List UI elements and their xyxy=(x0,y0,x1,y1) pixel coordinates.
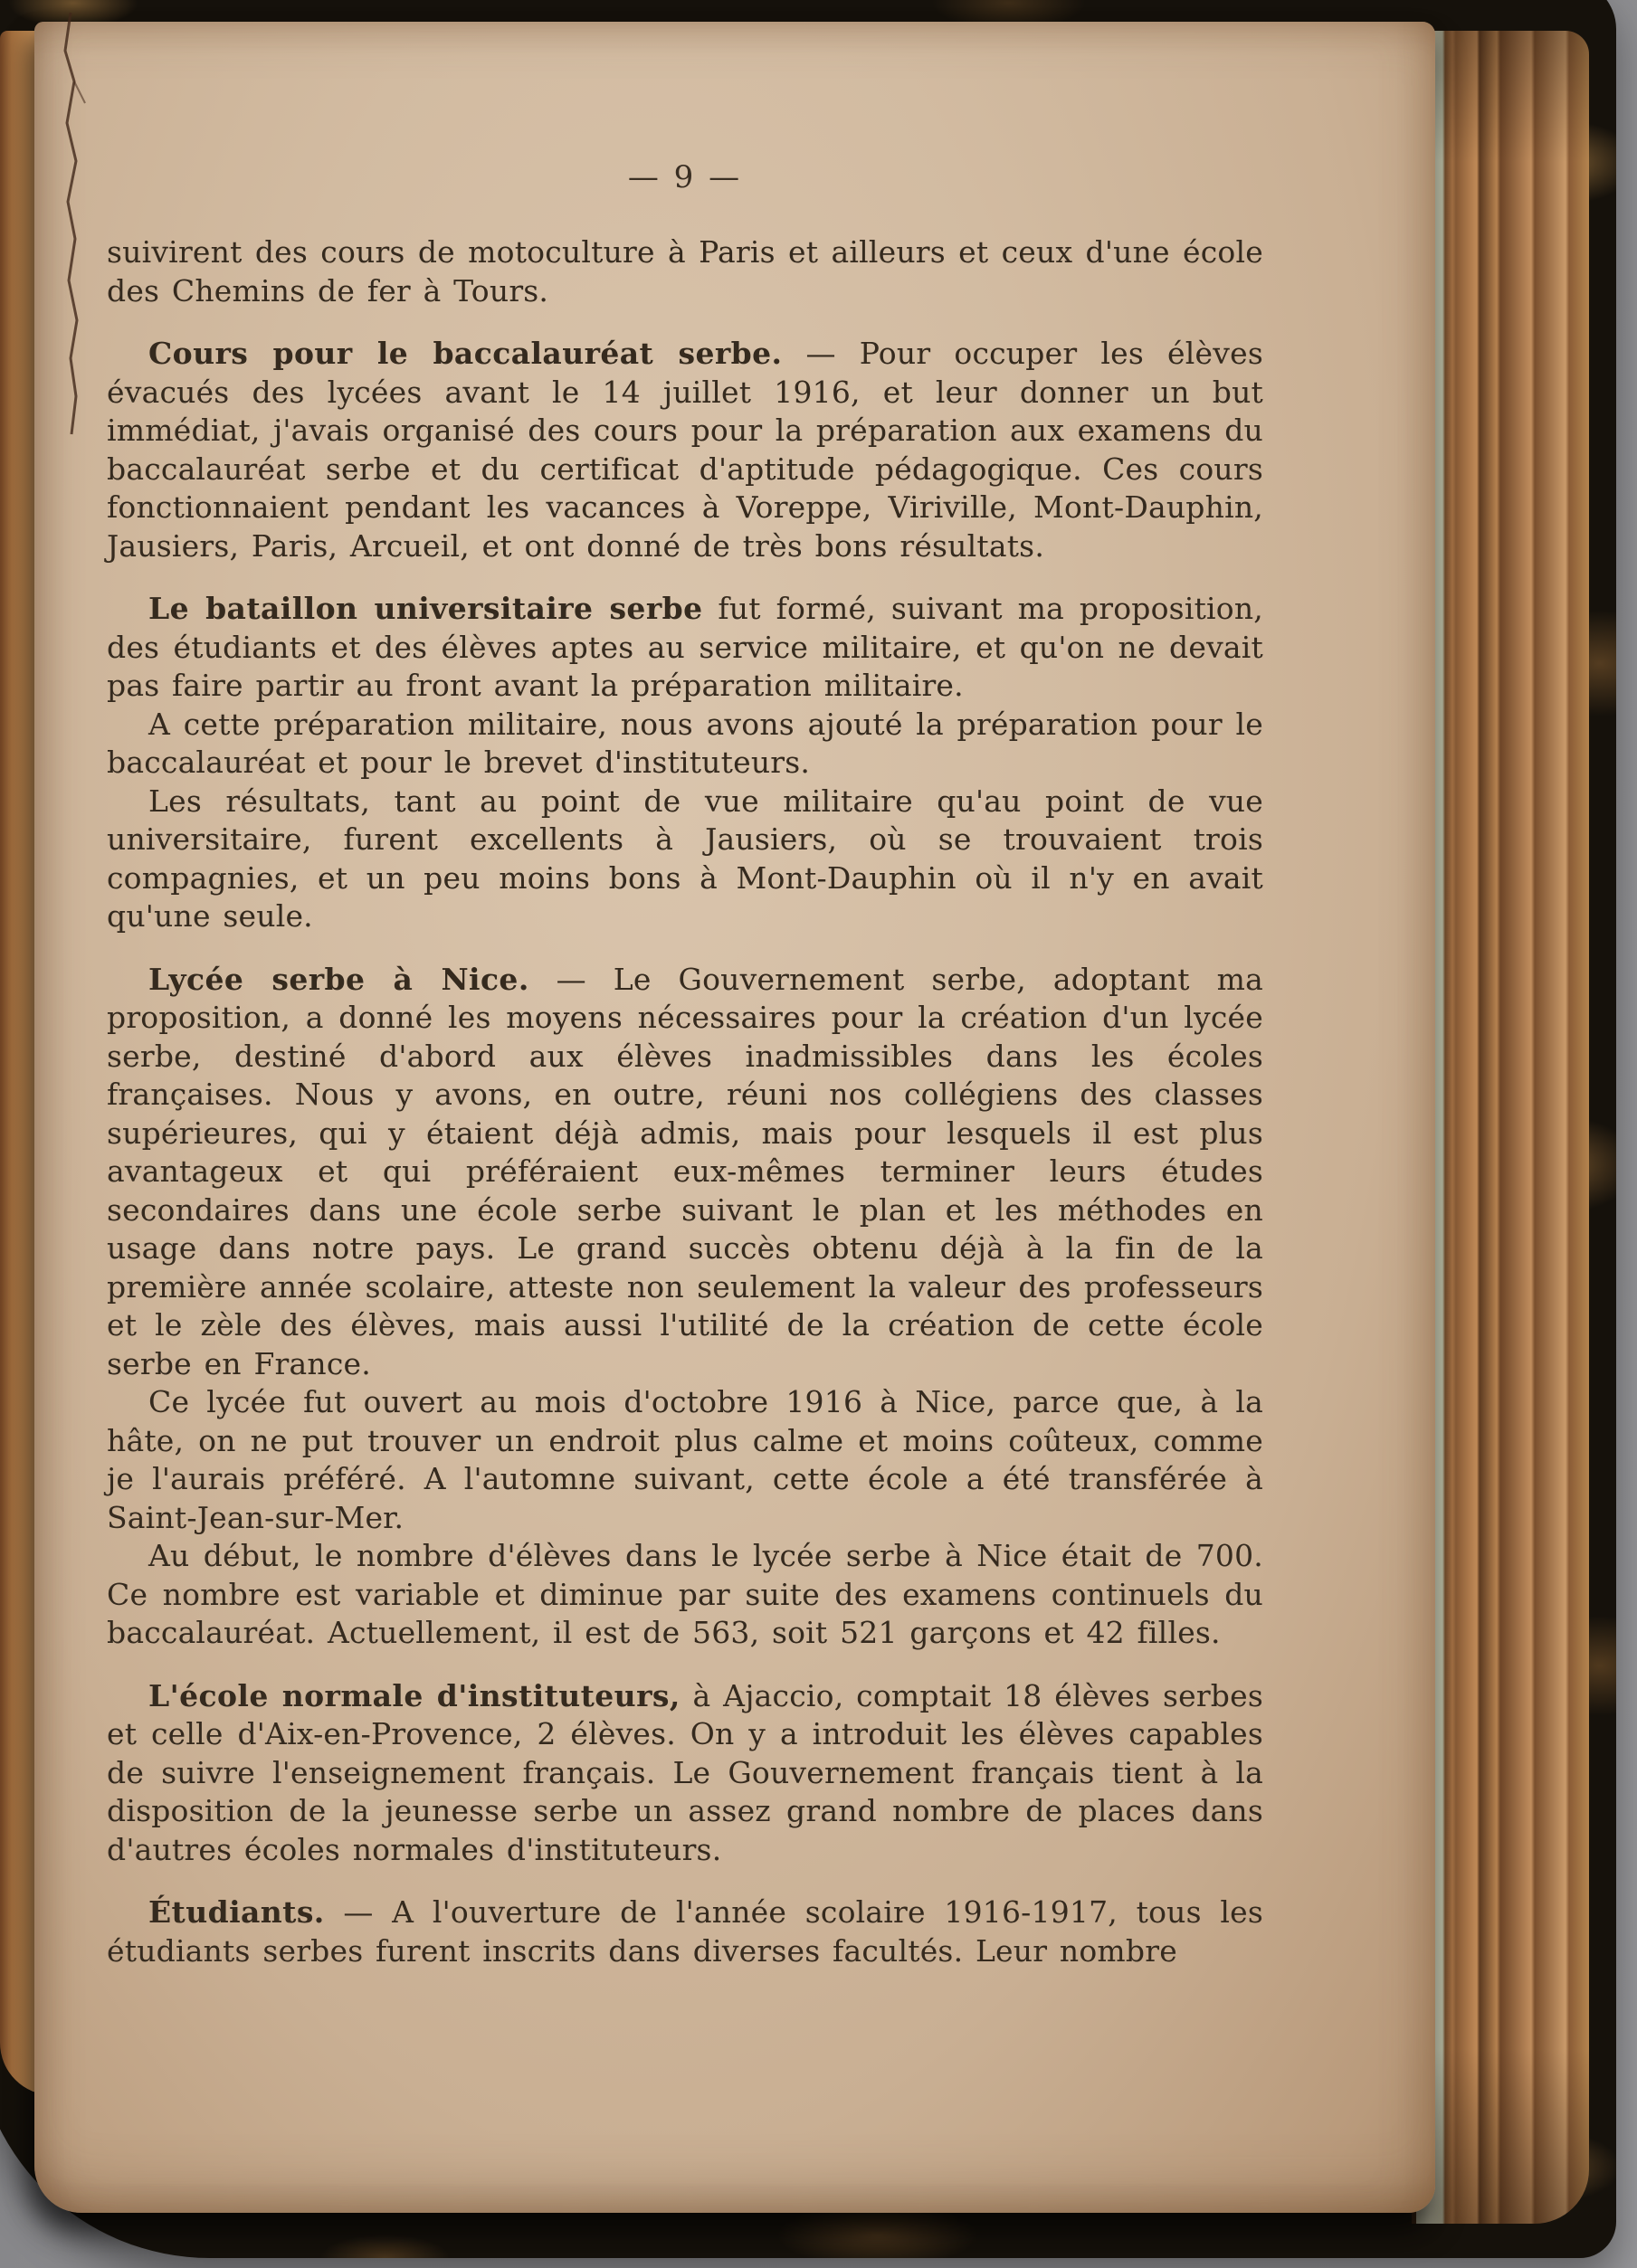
page-text-block xyxy=(107,233,1263,1970)
paragraph-lead: Lycée serbe à Nice. xyxy=(148,961,529,997)
paragraph xyxy=(107,590,1263,706)
crack-branch xyxy=(74,81,85,103)
paragraph xyxy=(107,1383,1263,1537)
paragraph-text: Ce lycée fut ouvert au mois d'octobre 1916 à Nice, parce que, à la hâte, on ne put trouver un endroit plus calme et moins coûteux, comme je l'aurais préféré. A l'automne suivant, cette école a été transférée à Saint-Jean-sur-Mer. xyxy=(107,1384,1263,1535)
paragraph-text: — Pour occuper les élèves évacués des lycées avant le 14 juillet 1916, et leur donner un but immédiat, j'avais organisé des cours pour la préparation aux examens du baccalauréat serbe et du certificat d'aptitude pédagogique. Ces cours fonctionnaient pendant les vacances à Voreppe, Viriville, Mont-Dauphin, Jausiers, Paris, Arcueil, et ont donné de très bons résultats. xyxy=(107,336,1263,564)
paragraph-lead: Étudiants. xyxy=(148,1894,325,1930)
paragraph-text: à Ajaccio, comptait 18 élèves serbes et celle d'Aix-en-Provence, 2 élèves. On y a introduit les élèves capables de suivre l'enseignement français. Le Gouvernement français tient à la disposition de la jeunesse serbe un assez grand nombre de places dans d'autres écoles normales d'instituteurs. xyxy=(107,1677,1263,1867)
paragraph-text: — Le Gouvernement serbe, adoptant ma proposition, a donné les moyens nécessaires pour la création d'un lycée serbe, destiné d'abord aux élèves inadmissibles dans les écoles françaises. Nous y avons, en outre, réuni nos collégiens des classes supérieures, qui y étaient déjà admis, mais pour lesquels il est plus avantageux et qui préféraient eux-mêmes terminer leurs études secondaires dans une école serbe suivant le plan et les méthodes en usage dans notre pays. Le grand succès obtenu déjà à la fin de la première année scolaire, atteste non seulement la valeur des professeurs et le zèle des élèves, mais aussi l'utilité de la création de cette école serbe en France. xyxy=(107,961,1264,1381)
paragraph-text: suivirent des cours de motoculture à Paris et ailleurs et ceux d'une école des Chemins de fer à Tours. xyxy=(107,234,1263,308)
paragraph xyxy=(107,233,1263,310)
page-number: — 9 — xyxy=(627,159,743,195)
paragraph-text: Au début, le nombre d'élèves dans le lycée serbe à Nice était de 700. Ce nombre est variable et diminue par suite des examens continuels du baccalauréat. Actuellement, il est de 563, soit 521 garçons et 42 filles. xyxy=(107,1538,1263,1650)
paragraph-lead: L'école normale d'instituteurs, xyxy=(148,1677,680,1713)
paragraph xyxy=(107,1677,1263,1870)
paragraph-lead: Cours pour le baccalauréat serbe. xyxy=(148,336,783,371)
paragraph xyxy=(107,783,1263,936)
paragraph-text: A cette préparation militaire, nous avons ajouté la préparation pour le baccalauréat et pour le brevet d'instituteurs. xyxy=(107,706,1263,780)
paragraph-text: — A l'ouverture de l'année scolaire 1916-1917, tous les étudiants serbes furent inscrits dans diverses facultés. Leur nombre xyxy=(107,1894,1263,1969)
paragraph xyxy=(107,1893,1263,1970)
paper-tear-crack xyxy=(34,16,143,469)
paragraph-text: fut formé, suivant ma proposition, des étudiants et des élèves aptes au service militaire, et qu'on ne devait pas faire partir au front avant la préparation militaire. xyxy=(107,591,1263,703)
paragraph xyxy=(107,1537,1263,1653)
paragraph xyxy=(107,961,1263,1384)
paragraph-lead: Le bataillon universitaire serbe xyxy=(148,591,703,626)
paragraph xyxy=(107,706,1263,783)
crack-line xyxy=(65,13,77,434)
page-stack-fore-edge xyxy=(1412,31,1589,2224)
book-page xyxy=(34,22,1435,2213)
paragraph xyxy=(107,335,1263,565)
paragraph-text: Les résultats, tant au point de vue militaire qu'au point de vue universitaire, furent excellents à Jausiers, où se trouvaient trois compagnies, et un peu moins bons à Mont-Dauphin où il n'y en avait qu'une seule. xyxy=(107,783,1263,934)
